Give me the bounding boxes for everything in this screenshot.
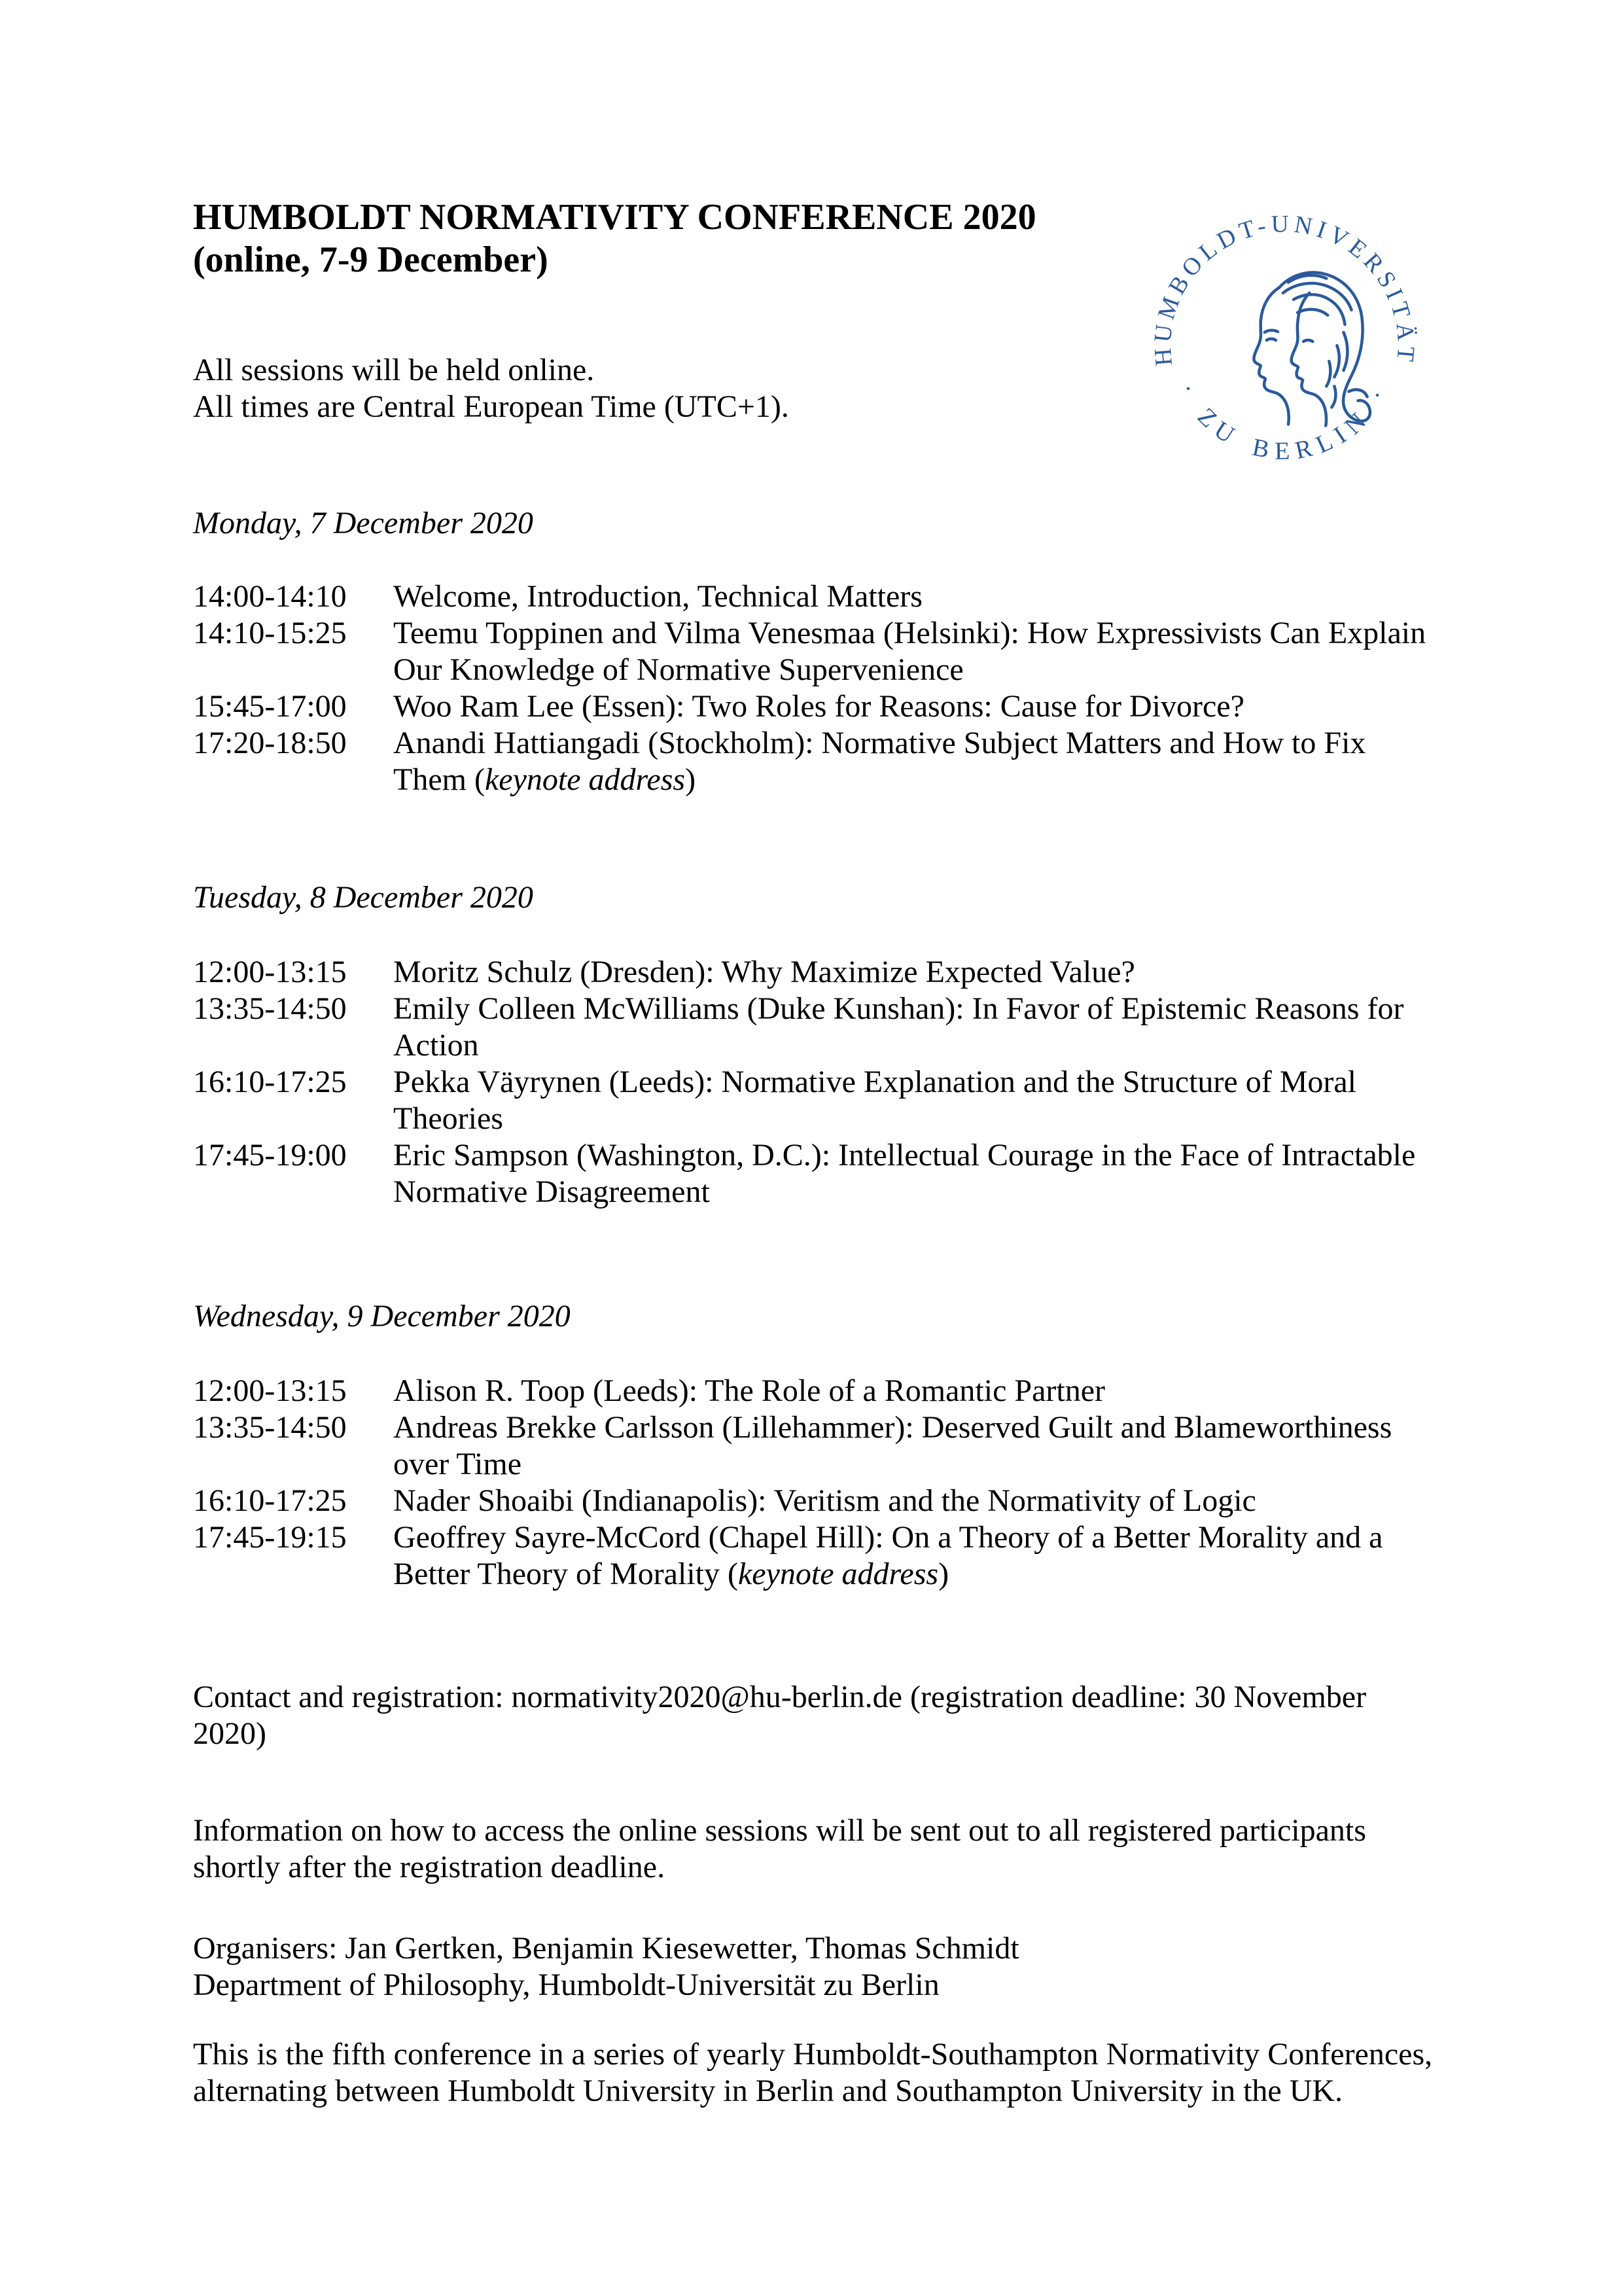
university-seal-icon: [1140, 198, 1429, 493]
keynote-label: keynote address: [484, 762, 686, 797]
session-title: Alison R. Toop (Leeds): The Role of a Romantic Partner: [393, 1373, 1105, 1408]
session-row: [193, 1373, 1444, 1409]
logo-arc-bottom-text: · ZU BERLIN ·: [1173, 379, 1396, 465]
session-row: [193, 1519, 1444, 1593]
session-time: 16:10-17:25: [193, 1065, 347, 1099]
session-title: Anandi Hattiangadi (Stockholm): Normative Subject Matters and How to Fix Them (keynote address): [393, 726, 1366, 797]
session-row: [193, 1483, 1444, 1519]
session-row: [193, 1137, 1444, 1210]
day-heading-wednesday: Wednesday, 9 December 2020: [193, 1299, 571, 1333]
series-paragraph: This is the fifth conference in a series of yearly Humboldt-Southampton Normativity Conferences, alternating between Humboldt University in Berlin and Southampton University in the UK.: [193, 2037, 1433, 2108]
session-time: 15:45-17:00: [193, 689, 347, 724]
session-row: [193, 615, 1444, 688]
session-title: Geoffrey Sayre-McCord (Chapel Hill): On a Theory of a Better Morality and a Better Theory of Morality (keynote address): [393, 1520, 1383, 1591]
session-row: [193, 991, 1444, 1064]
day-heading-tuesday: Tuesday, 8 December 2020: [193, 880, 533, 915]
access-info-paragraph: Information on how to access the online sessions will be sent out to all registered participants shortly after the registration deadline.: [193, 1813, 1366, 1884]
intro-paragraph: [193, 352, 1444, 425]
session-title: Pekka Väyrynen (Leeds): Normative Explanation and the Structure of Moral Theories: [393, 1065, 1356, 1136]
session-row: [193, 578, 1444, 615]
session-time: 13:35-14:50: [193, 1410, 347, 1445]
schedule-tuesday: [193, 954, 1444, 1210]
day-heading-monday: Monday, 7 December 2020: [193, 506, 533, 540]
session-time: 17:45-19:15: [193, 1520, 347, 1555]
session-row: [193, 688, 1444, 725]
session-time: 17:45-19:00: [193, 1138, 347, 1173]
session-title: Teemu Toppinen and Vilma Venesmaa (Helsinki): How Expressivists Can Explain Our Knowledge of Normative Supervenience: [393, 616, 1426, 687]
session-row: [193, 725, 1444, 798]
intro-line-1: All sessions will be held online.: [193, 353, 595, 387]
session-time: 16:10-17:25: [193, 1483, 347, 1518]
session-time: 13:35-14:50: [193, 991, 347, 1026]
session-row: [193, 1064, 1444, 1137]
session-title: Eric Sampson (Washington, D.C.): Intellectual Courage in the Face of Intractable Normative Disagreement: [393, 1138, 1416, 1209]
organisers-paragraph: [193, 1930, 1444, 2004]
session-row: [193, 1409, 1444, 1483]
schedule-wednesday: [193, 1373, 1444, 1593]
session-time: 14:10-15:25: [193, 616, 347, 650]
contact-paragraph: Contact and registration: normativity2020@hu-berlin.de (registration deadline: 30 November 2020): [193, 1680, 1367, 1751]
department-line: Department of Philosophy, Humboldt-Universität zu Berlin: [193, 1968, 940, 2002]
session-title: Nader Shoaibi (Indianapolis): Veritism and the Normativity of Logic: [393, 1483, 1256, 1518]
session-time: 14:00-14:10: [193, 579, 347, 614]
title-line-1: HUMBOLDT NORMATIVITY CONFERENCE 2020: [193, 197, 1036, 238]
session-title: Moritz Schulz (Dresden): Why Maximize Expected Value?: [393, 955, 1135, 989]
session-title: Woo Ram Lee (Essen): Two Roles for Reasons: Cause for Divorce?: [393, 689, 1244, 724]
schedule-monday: [193, 578, 1444, 798]
title-line-2: (online, 7-9 December): [193, 239, 548, 280]
keynote-label: keynote address: [737, 1557, 939, 1591]
session-title: Emily Colleen McWilliams (Duke Kunshan): In Favor of Epistemic Reasons for Action: [393, 991, 1404, 1063]
session-time: 17:20-18:50: [193, 726, 347, 760]
session-time: 12:00-13:15: [193, 955, 347, 989]
session-time: 12:00-13:15: [193, 1373, 347, 1408]
organisers-line: Organisers: Jan Gertken, Benjamin Kiesewetter, Thomas Schmidt: [193, 1931, 1019, 1966]
session-title: Welcome, Introduction, Technical Matters: [393, 579, 923, 614]
intro-line-2: All times are Central European Time (UTC+1).: [193, 389, 789, 424]
session-row: [193, 954, 1444, 991]
humboldt-university-logo: [1140, 198, 1429, 493]
logo-arc-top-text: HUMBOLDT-UNIVERSITÄT: [1149, 210, 1420, 368]
session-title: Andreas Brekke Carlsson (Lillehammer): Deserved Guilt and Blameworthiness over Time: [393, 1410, 1392, 1481]
